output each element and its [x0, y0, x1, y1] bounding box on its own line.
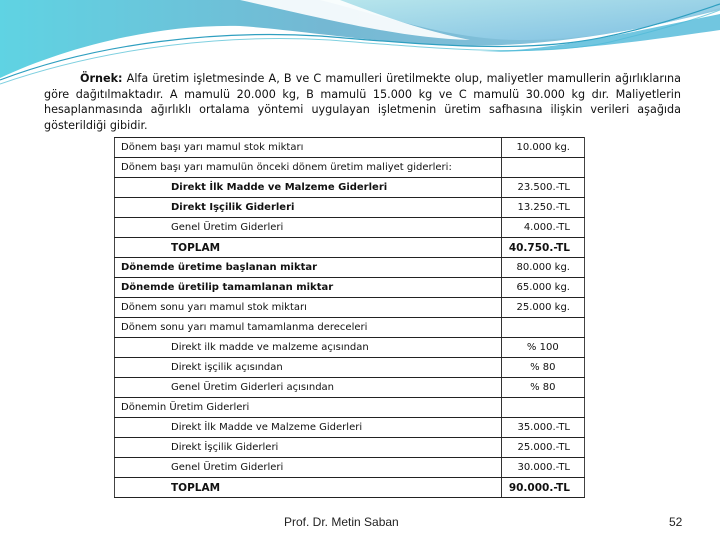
table-row — [115, 458, 585, 478]
row-value: 13.250.-TL — [501, 198, 584, 218]
row-value: 23.500.-TL — [501, 178, 584, 198]
row-label: Genel Üretim Giderleri — [115, 218, 502, 238]
row-label: Dönem sonu yarı mamul tamamlanma dereceleri — [115, 318, 502, 338]
row-label: Dönem sonu yarı mamul stok miktarı — [115, 298, 502, 318]
table-row — [115, 298, 585, 318]
table-row — [115, 218, 585, 238]
row-label: Dönemin Üretim Giderleri — [115, 398, 502, 418]
example-label: Örnek: — [80, 72, 123, 85]
table-row — [115, 398, 585, 418]
row-value — [501, 398, 584, 418]
row-value: 25.000 kg. — [501, 298, 584, 318]
row-label: Dönemde üretilip tamamlanan miktar — [115, 278, 502, 298]
table-row — [115, 278, 585, 298]
row-label: TOPLAM — [115, 478, 502, 498]
row-value: 65.000 kg. — [501, 278, 584, 298]
table-row — [115, 418, 585, 438]
row-value: % 80 — [501, 378, 584, 398]
example-description — [44, 71, 681, 133]
table-row — [115, 198, 585, 218]
row-value: 40.750.-TL — [501, 238, 584, 258]
row-value — [501, 318, 584, 338]
row-label: Direkt ilk madde ve malzeme açısından — [115, 338, 502, 358]
table-row — [115, 258, 585, 278]
example-text: Alfa üretim işletmesinde A, B ve C mamulleri üretilmekte olup, maliyetler mamullerin ağırlıklarına göre dağıtılmaktadır. A mamulü 20.000 kg, B mamulü 15.000 kg ve C mamulü 30.000 kg dır. Maliyetlerin hesaplanmasında ağırlıklı ortalama yöntemi uygulayan işletmenin üretim safhasına ilişkin verileri aşağıda gösterildiği gibidir. — [44, 72, 681, 132]
table-row — [115, 138, 585, 158]
row-label: Direkt İlk Madde ve Malzeme Giderleri — [115, 178, 502, 198]
table-row — [115, 318, 585, 338]
row-label: Direkt Işçilik Giderleri — [115, 198, 502, 218]
row-value: 80.000 kg. — [501, 258, 584, 278]
row-value: 35.000.-TL — [501, 418, 584, 438]
row-label: TOPLAM — [115, 238, 502, 258]
row-label: Dönem başı yarı mamul stok miktarı — [115, 138, 502, 158]
table-row — [115, 378, 585, 398]
row-label: Direkt İlk Madde ve Malzeme Giderleri — [115, 418, 502, 438]
table-row — [115, 158, 585, 178]
row-value: 90.000.-TL — [501, 478, 584, 498]
row-label: Direkt işçilik açısından — [115, 358, 502, 378]
production-data-table — [114, 137, 585, 498]
footer-author: Prof. Dr. Metin Saban — [284, 515, 399, 529]
row-label: Genel Üretim Giderleri açısından — [115, 378, 502, 398]
row-value: % 100 — [501, 338, 584, 358]
row-value — [501, 158, 584, 178]
table-row-total — [115, 238, 585, 258]
row-label: Dönemde üretime başlanan miktar — [115, 258, 502, 278]
row-value: 30.000.-TL — [501, 458, 584, 478]
row-value: 4.000.-TL — [501, 218, 584, 238]
table-row — [115, 358, 585, 378]
row-value: 10.000 kg. — [501, 138, 584, 158]
row-value: % 80 — [501, 358, 584, 378]
page-number: 52 — [669, 515, 683, 529]
row-label: Direkt İşçilik Giderleri — [115, 438, 502, 458]
row-value: 25.000.-TL — [501, 438, 584, 458]
row-label: Genel Üretim Giderleri — [115, 458, 502, 478]
table-row — [115, 438, 585, 458]
table-row — [115, 178, 585, 198]
table-row — [115, 338, 585, 358]
row-label: Dönem başı yarı mamulün önceki dönem üretim maliyet giderleri: — [115, 158, 502, 178]
table-row-total — [115, 478, 585, 498]
